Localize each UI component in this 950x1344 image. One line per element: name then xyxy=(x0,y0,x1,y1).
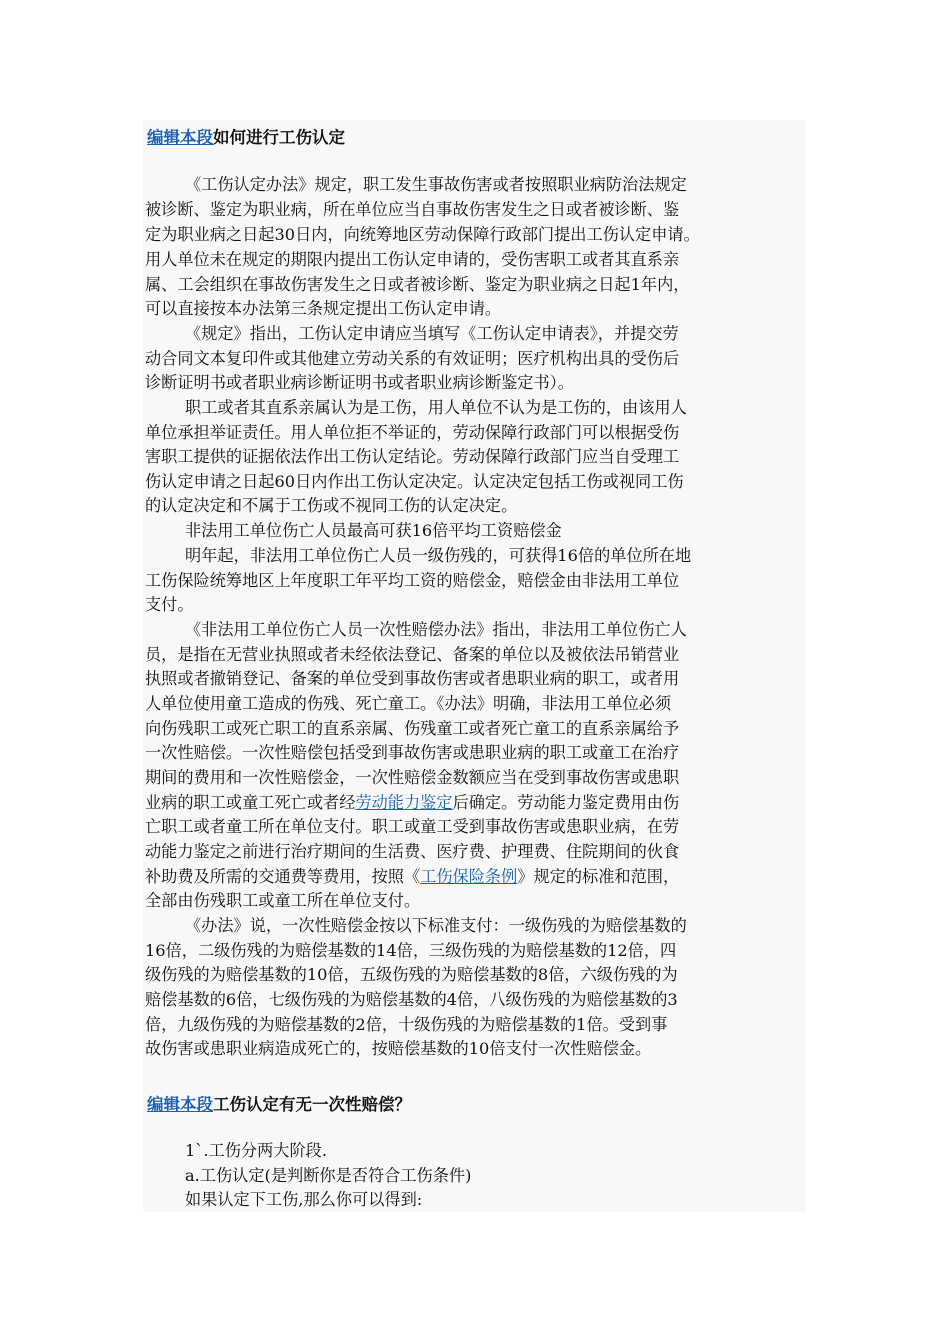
paragraph-line: 伤认定申请之日起60日内作出工伤认定决定。认定决定包括工伤或视同工伤 xyxy=(145,472,684,491)
paragraph-line: 可以直接按本办法第三条规定提出工伤认定申请。 xyxy=(145,299,502,318)
section-title: 如何进行工伤认定 xyxy=(213,128,345,147)
section-title: 工伤认定有无一次性赔偿？ xyxy=(213,1095,411,1114)
line-text: 》规定的标准和范围， xyxy=(517,867,680,886)
paragraph-line: 亡职工或者童工所在单位支付。职工或童工受到事故伤害或患职业病，在劳 xyxy=(145,817,680,836)
paragraph-line: 《规定》指出，工伤认定申请应当填写《工伤认定申请表》，并提交劳 xyxy=(185,324,679,343)
line-text: 补助费及所需的交通费等费用，按照《 xyxy=(145,867,421,886)
paragraph-line: 级伤残的为赔偿基数的10倍，五级伤残的为赔偿基数的8倍，六级伤残的为 xyxy=(145,965,678,984)
paragraph-line: 故伤害或患职业病造成死亡的，按赔偿基数的10倍支付一次性赔偿金。 xyxy=(145,1039,652,1058)
paragraph-line: 如果认定下工伤,那么你可以得到: xyxy=(185,1190,423,1209)
paragraph-line: 动能力鉴定之前进行治疗期间的生活费、医疗费、护理费、住院期间的伙食 xyxy=(145,842,680,861)
paragraph-line: 员，是指在无营业执照或者未经依法登记、备案的单位以及被依法吊销营业 xyxy=(145,645,680,664)
paragraph-line: 一次性赔偿。一次性赔偿包括受到事故伤害或患职业病的职工或童工在治疗 xyxy=(145,743,680,762)
paragraph-line: 诊断证明书或者职业病诊断证明书或者职业病诊断鉴定书）。 xyxy=(145,373,574,392)
paragraph-line: 支付。 xyxy=(145,595,194,614)
paragraph-line: 倍，九级伤残的为赔偿基数的2倍，十级伤残的为赔偿基数的1倍。受到事 xyxy=(145,1015,668,1034)
paragraph-line: 1`.工伤分两大阶段. xyxy=(185,1141,327,1160)
paragraph-line: 向伤残职工或死亡职工的直系亲属、伤残童工或者死亡童工的直系亲属给予 xyxy=(145,719,680,738)
paragraph-line: 人单位使用童工造成的伤残、死亡童工。《办法》明确，非法用工单位必须 xyxy=(145,694,672,713)
line-text: 后确定。劳动能力鉴定费用由伤 xyxy=(452,793,680,812)
paragraph-line: 单位承担举证责任。用人单位拒不举证的，劳动保障行政部门可以根据受伤 xyxy=(145,423,680,442)
link-work-injury-insurance-regulations[interactable]: 工伤保险条例 xyxy=(420,867,518,886)
article-content xyxy=(143,120,806,1212)
paragraph-line: 《非法用工单位伤亡人员一次性赔偿办法》指出，非法用工单位伤亡人 xyxy=(185,620,687,639)
paragraph-line: 的认定决定和不属于工伤或不视同工伤的认定决定。 xyxy=(145,496,518,515)
paragraph-line: 《办法》说，一次性赔偿金按以下标准支付：一级伤残的为赔偿基数的 xyxy=(185,916,687,935)
edit-section-link[interactable]: 编辑本段 xyxy=(147,128,213,147)
paragraph-line: 期间的费用和一次性赔偿金，一次性赔偿金数额应当在受到事故伤害或患职 xyxy=(145,768,680,787)
paragraph-line xyxy=(145,865,805,890)
section-heading-lump-sum xyxy=(147,1093,411,1117)
section-heading-identification xyxy=(147,126,345,150)
paragraph-line: 16倍，二级伤残的为赔偿基数的14倍，三级伤残的为赔偿基数的12倍，四 xyxy=(145,941,677,960)
paragraph-line: 职工或者其直系亲属认为是工伤，用人单位不认为是工伤的，由该用人 xyxy=(185,398,687,417)
paragraph-line: 执照或者撤销登记、备案的单位受到事故伤害或者患职业病的职工，或者用 xyxy=(145,669,680,688)
paragraph-line: 定为职业病之日起30日内，向统筹地区劳动保障行政部门提出工伤认定申请。 xyxy=(145,225,700,244)
paragraph-line: 属、工会组织在事故伤害发生之日或者被诊断、鉴定为职业病之日起1年内， xyxy=(145,275,690,294)
link-labor-ability-appraisal[interactable]: 劳动能力鉴定 xyxy=(355,793,453,812)
paragraph-line: 动合同文本复印件或其他建立劳动关系的有效证明；医疗机构出具的受伤后 xyxy=(145,349,680,368)
paragraph-line: 明年起，非法用工单位伤亡人员一级伤残的，可获得16倍的单位所在地 xyxy=(185,546,692,565)
paragraph-line: 害职工提供的证据依法作出工伤认定结论。劳动保障行政部门应当自受理工 xyxy=(145,447,680,466)
paragraph-line xyxy=(145,791,805,816)
paragraph-line: a.工伤认定(是判断你是否符合工伤条件) xyxy=(185,1166,472,1185)
paragraph-line: 工伤保险统筹地区上年度职工年平均工资的赔偿金，赔偿金由非法用工单位 xyxy=(145,571,680,590)
edit-section-link[interactable]: 编辑本段 xyxy=(147,1095,213,1114)
paragraph-line: 赔偿基数的6倍，七级伤残的为赔偿基数的4倍，八级伤残的为赔偿基数的3 xyxy=(145,990,678,1009)
line-text: 业病的职工或童工死亡或者经 xyxy=(145,793,356,812)
paragraph-line: 《工伤认定办法》规定，职工发生事故伤害或者按照职业病防治法规定 xyxy=(185,175,687,194)
paragraph-line: 全部由伤残职工或童工所在单位支付。 xyxy=(145,891,421,910)
subheading-line: 非法用工单位伤亡人员最高可获16倍平均工资赔偿金 xyxy=(185,521,562,540)
paragraph-line: 被诊断、鉴定为职业病，所在单位应当自事故伤害发生之日或者被诊断、鉴 xyxy=(145,200,680,219)
paragraph-line: 用人单位未在规定的期限内提出工伤认定申请的，受伤害职工或者其直系亲 xyxy=(145,250,680,269)
